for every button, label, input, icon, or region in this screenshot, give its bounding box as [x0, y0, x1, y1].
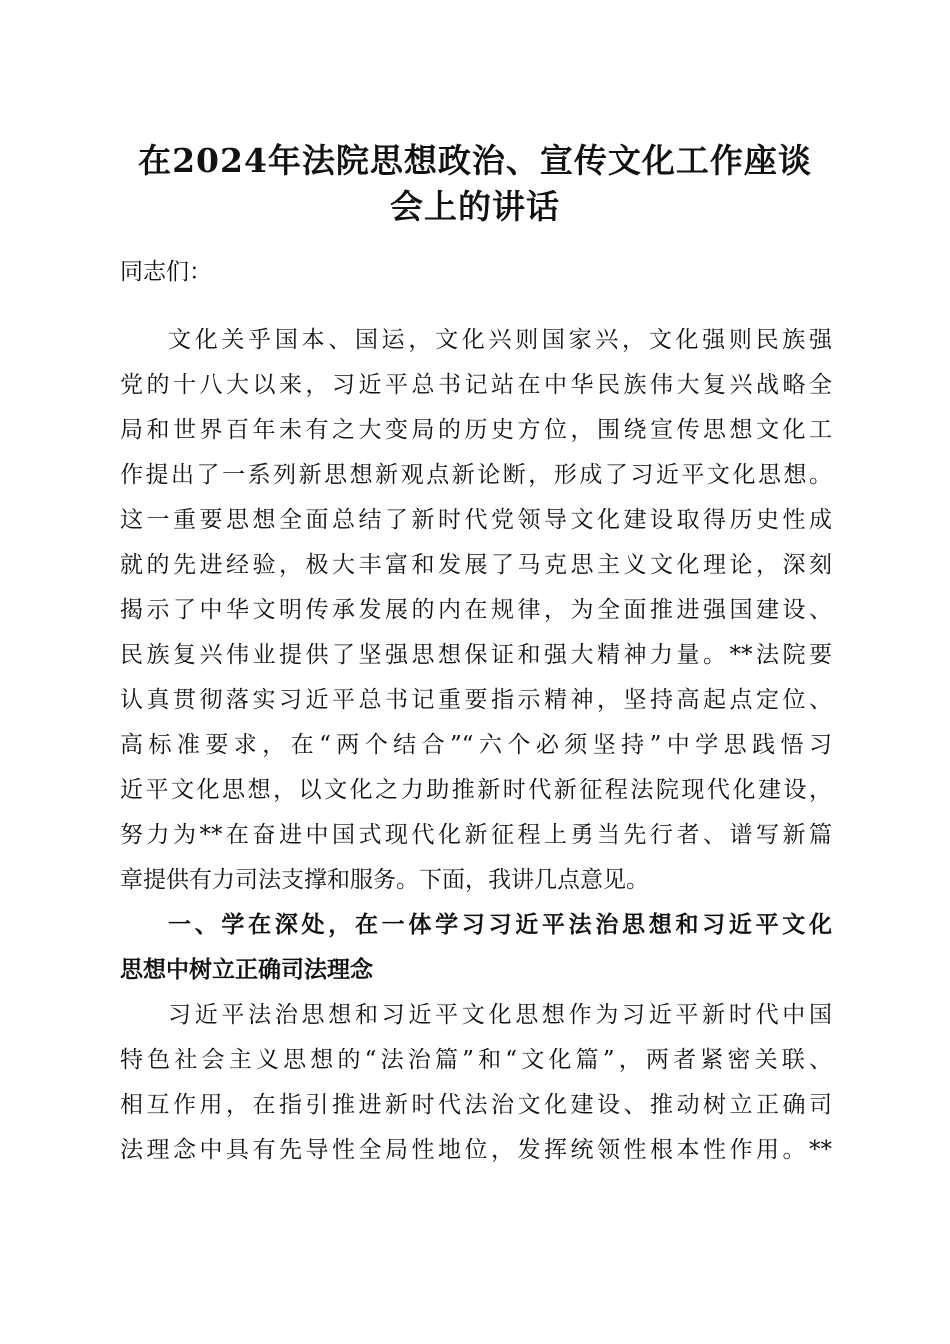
- paragraph-line: 揭示了中华文明传承发展的内在规律，为全面推进强国建设、: [120, 597, 832, 623]
- salutation: 同志们：: [120, 259, 212, 285]
- paragraph-line: 习近平法治思想和习近平文化思想作为习近平新时代中国: [168, 1002, 832, 1028]
- paragraph-line: 努力为**在奋进中国式现代化新征程上勇当先行者、谱写新篇: [120, 822, 832, 848]
- document-title-line-1: 在2024年法院思想政治、宣传文化工作座谈: [138, 141, 812, 180]
- paragraph-line: 作提出了一系列新思想新观点新论断，形成了习近平文化思想。: [120, 462, 832, 488]
- paragraph-line: 特色社会主义思想的“法治篇”和“文化篇”，两者紧密关联、: [120, 1047, 832, 1073]
- paragraph-line: 党的十八大以来，习近平总书记站在中华民族伟大复兴战略全: [120, 372, 832, 398]
- section-heading-line: 一、学在深处，在一体学习习近平法治思想和习近平文化: [168, 912, 832, 938]
- paragraph-line: 高标准要求，在“两个结合”“六个必须坚持”中学思践悟习: [120, 732, 832, 758]
- paragraph-line: 认真贯彻落实习近平总书记重要指示精神，坚持高起点定位、: [120, 687, 832, 713]
- paragraph-line: 相互作用，在指引推进新时代法治文化建设、推动树立正确司: [120, 1092, 832, 1118]
- section-heading-line: 思想中树立正确司法理念: [120, 957, 373, 983]
- paragraph-line: 章提供有力司法支撑和服务。下面，我讲几点意见。: [120, 867, 649, 893]
- paragraph-line: 就的先进经验，极大丰富和发展了马克思主义文化理论，深刻: [120, 552, 832, 578]
- paragraph-line: 局和世界百年未有之大变局的历史方位，围绕宣传思想文化工: [120, 417, 832, 443]
- paragraph-line: 近平文化思想，以文化之力助推新时代新征程法院现代化建设，: [120, 777, 832, 803]
- paragraph-line: 这一重要思想全面总结了新时代党领导文化建设取得历史性成: [120, 507, 832, 533]
- paragraph-line: 民族复兴伟业提供了坚强思想保证和强大精神力量。**法院要: [120, 642, 832, 668]
- document-title-line-2: 会上的讲话: [390, 187, 560, 226]
- paragraph-line: 文化关乎国本、国运，文化兴则国家兴，文化强则民族强: [168, 327, 832, 353]
- paragraph-line: 法理念中具有先导性全局性地位，发挥统领性根本性作用。**: [120, 1137, 832, 1163]
